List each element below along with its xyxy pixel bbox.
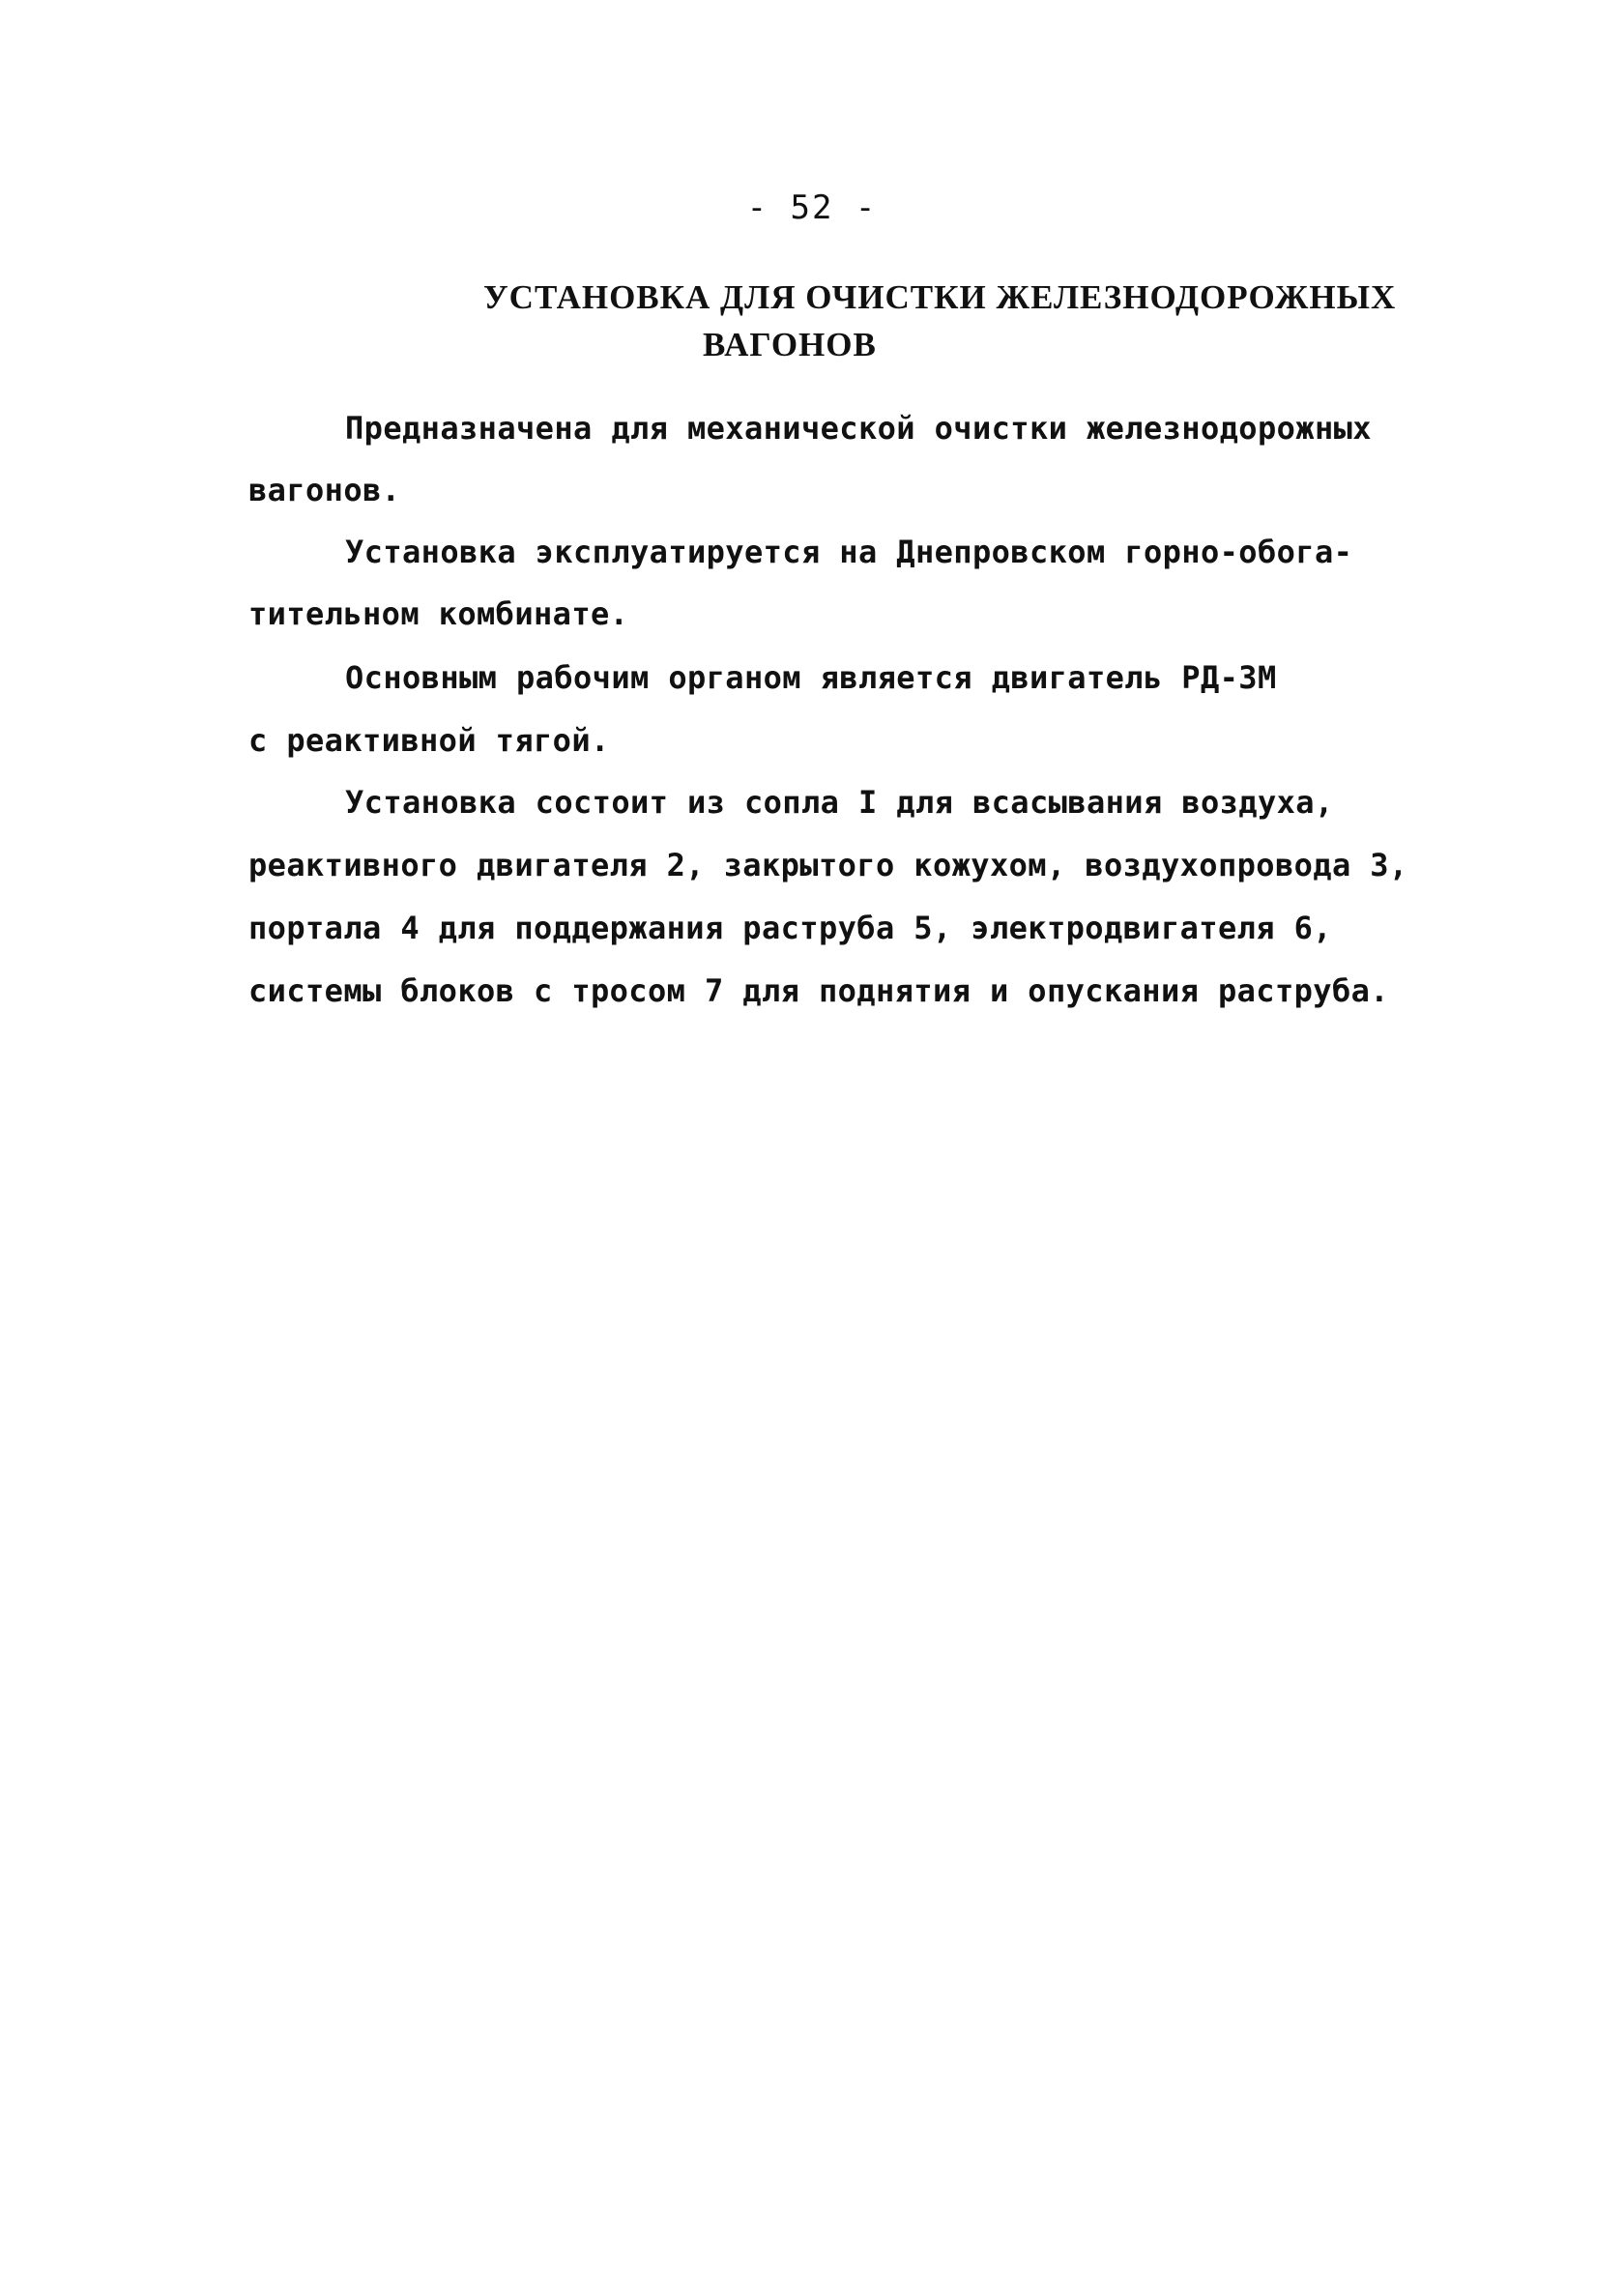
paragraph-4-line-1: Установка состоит из сопла I для всасывания воздуха,: [345, 784, 1334, 821]
paragraph-4-line-4: системы блоков с тросом 7 для поднятия и опускания раструба.: [248, 972, 1389, 1009]
paragraph-3-line-1: Основным рабочим органом является двигатель РД-3М: [345, 659, 1277, 696]
paragraph-3-line-2: с реактивной тягой.: [248, 722, 610, 759]
page-number: - 52 -: [746, 188, 878, 227]
paragraph-1-line-1: Предназначена для механической очистки железнодорожных: [345, 410, 1372, 447]
paragraph-1-line-2: вагонов.: [248, 472, 401, 508]
document-title-line-1: УСТАНОВКА ДЛЯ ОЧИСТКИ ЖЕЛЕЗНОДОРОЖНЫХ: [483, 278, 1397, 316]
paragraph-4-line-2: реактивного двигателя 2, закрытого кожухом, воздухопровода 3,: [248, 847, 1408, 883]
document-title-line-2: ВАГОНОВ: [703, 326, 877, 363]
paragraph-2-line-2: тительном комбинате.: [248, 595, 629, 632]
paragraph-2-line-1: Установка эксплуатируется на Днепровском горно-обога-: [345, 534, 1353, 570]
paragraph-4-line-3: портала 4 для поддержания раструба 5, электродвигателя 6,: [248, 910, 1332, 946]
